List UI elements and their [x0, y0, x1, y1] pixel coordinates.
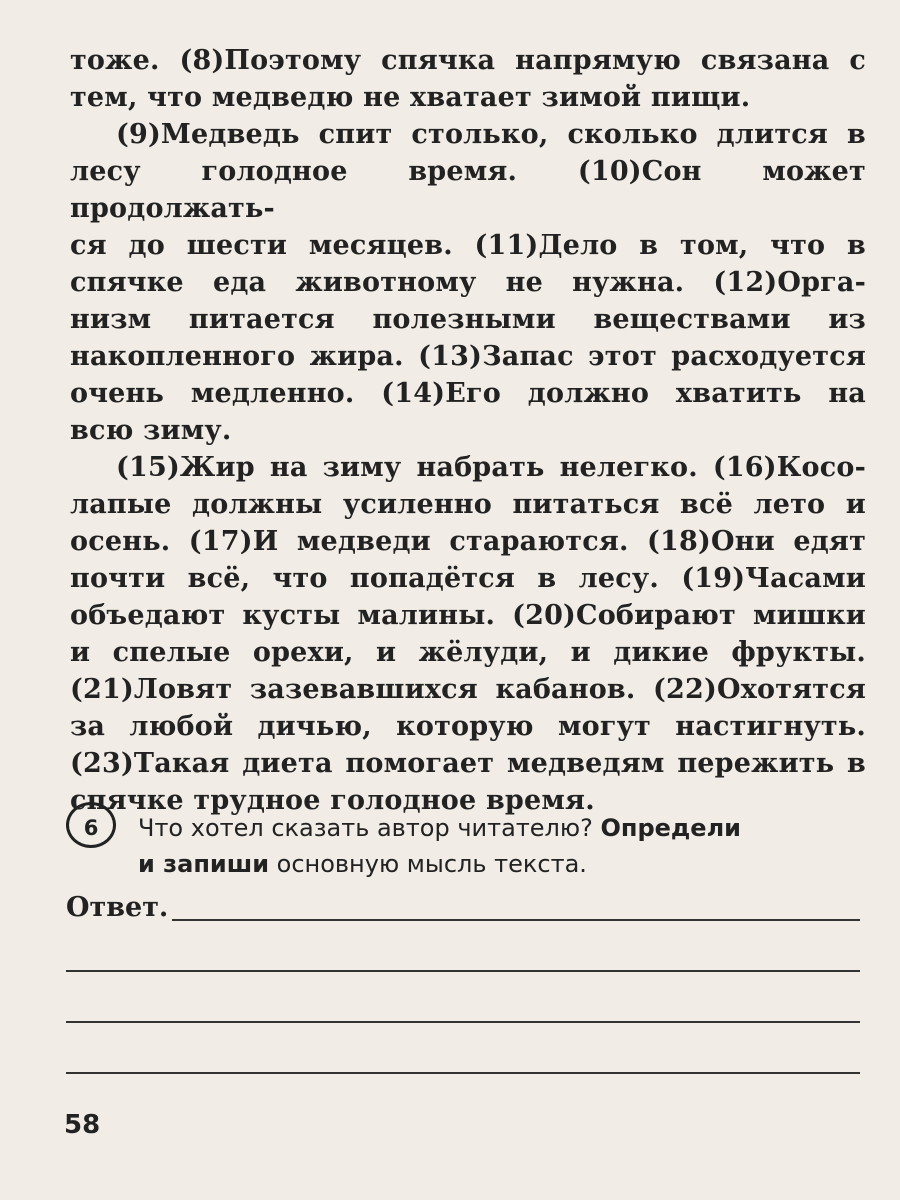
text-line: накопленного жира. (13)Запас этот расходуется: [70, 341, 866, 372]
text-line: (9)Медведь спит столько, сколько длится в: [116, 119, 866, 150]
text-passage: [70, 42, 866, 819]
text-line: лесу голодное время. (10)Сон может продолжать-: [70, 156, 866, 224]
task-prompt-text: Что хотел сказать автор читателю?: [138, 814, 593, 842]
text-line: низм питается полезными веществами из: [70, 304, 866, 335]
text-line: очень медленно. (14)Его должно хватить на: [70, 378, 866, 409]
text-line: тоже. (8)Поэтому спячка напрямую связана с: [70, 45, 866, 76]
text-line: за любой дичью, которую могут настигнуть.: [70, 711, 866, 742]
text-line: всю зиму.: [70, 415, 232, 446]
text-line: (23)Такая диета помогает медведям пережить в: [70, 748, 866, 779]
task-prompt-line-2: [138, 846, 587, 883]
text-line: (21)Ловят зазевавшихся кабанов. (22)Охотятся: [70, 674, 866, 705]
text-line: тем, что медведю не хватает зимой пищи.: [70, 82, 751, 113]
paragraph-2: [70, 116, 866, 449]
page-number: 58: [64, 1110, 101, 1140]
answer-line[interactable]: [172, 919, 860, 921]
text-line: ся до шести месяцев. (11)Дело в том, что в: [70, 230, 866, 261]
text-line: спячке трудное голодное время.: [70, 785, 595, 816]
paragraph-1: [70, 42, 866, 116]
task-instruction-bold: Определи: [600, 814, 741, 842]
answer-line[interactable]: [66, 1072, 860, 1074]
text-line: почти всё, что попадётся в лесу. (19)Часами: [70, 563, 866, 594]
text-line: и спелые орехи, и жёлуди, и дикие фрукты.: [70, 637, 866, 668]
text-line: лапые должны усиленно питаться всё лето и: [70, 489, 866, 520]
text-line: объедают кусты малины. (20)Собирают мишки: [70, 600, 866, 631]
task-prompt-text: основную мысль текста.: [276, 850, 587, 878]
task-prompt-line-1: [138, 810, 741, 847]
text-line: спячке еда животному не нужна. (12)Орга-: [70, 267, 866, 298]
answer-line[interactable]: [66, 1021, 860, 1023]
text-line: осень. (17)И медведи стараются. (18)Они едят: [70, 526, 866, 557]
task-instruction-bold: и запиши: [138, 850, 270, 878]
answer-line[interactable]: [66, 970, 860, 972]
text-line: (15)Жир на зиму набрать нелегко. (16)Косо-: [116, 452, 866, 483]
paragraph-3: [70, 449, 866, 819]
task-number-badge: 6: [66, 802, 116, 848]
answer-label: Ответ.: [66, 892, 169, 923]
